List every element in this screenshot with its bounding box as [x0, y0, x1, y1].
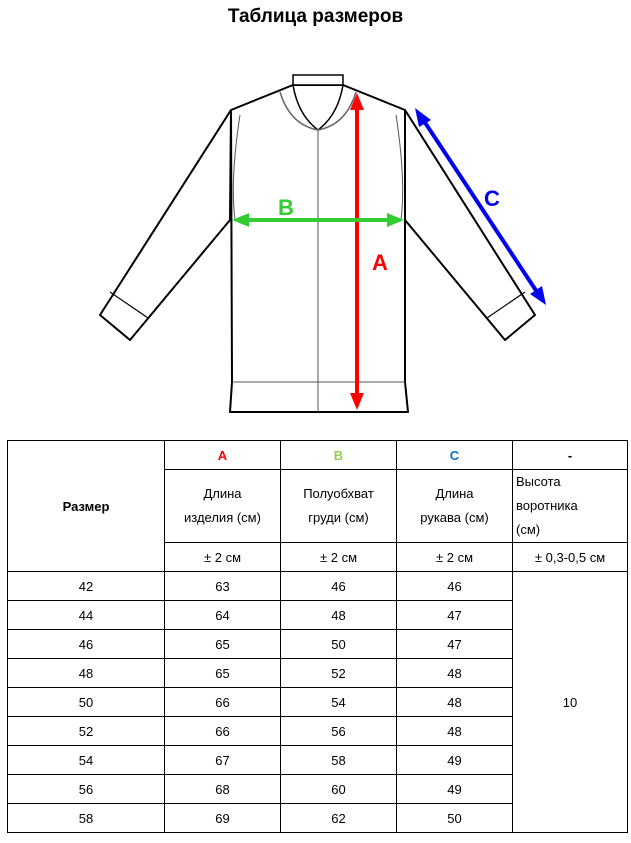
jacket-drawing [0, 30, 631, 440]
jacket-diagram [0, 30, 631, 440]
table-row: 46 65 50 47 [8, 630, 628, 659]
label-b: B [278, 195, 294, 220]
col-collar-letter: - [513, 441, 628, 470]
collar-value: 10 [513, 572, 628, 833]
size-table [7, 440, 628, 833]
col-b-desc: Полуобхват груди (см) [281, 470, 397, 543]
col-a-tolerance: ± 2 см [165, 543, 281, 572]
table-row: 50 66 54 48 [8, 688, 628, 717]
collar-top [293, 75, 343, 85]
page-title: Таблица размеров [227, 6, 404, 27]
jacket-body [230, 85, 408, 412]
label-c: C [484, 186, 500, 211]
table-row: 58 69 62 50 [8, 804, 628, 833]
col-a-desc: Длина изделия (см) [165, 470, 281, 543]
col-a-letter: A [165, 441, 281, 470]
col-b-tolerance: ± 2 см [281, 543, 397, 572]
left-sleeve [100, 110, 231, 340]
col-c-letter: C [397, 441, 513, 470]
table-row: 54 67 58 49 [8, 746, 628, 775]
table-row: 52 66 56 48 [8, 717, 628, 746]
right-sleeve [405, 110, 535, 340]
col-collar-desc: Высота воротника (см) [513, 470, 628, 543]
col-collar-tolerance: ± 0,3-0,5 см [513, 543, 628, 572]
table-row: 56 68 60 49 [8, 775, 628, 804]
table-row: 44 64 48 47 [8, 601, 628, 630]
table-row: 42 63 46 46 10 [8, 572, 628, 601]
col-c-tolerance: ± 2 см [397, 543, 513, 572]
col-b-letter: B [281, 441, 397, 470]
table-row: 48 65 52 48 [8, 659, 628, 688]
size-header: Размер [8, 441, 165, 572]
col-c-desc: Длина рукава (см) [397, 470, 513, 543]
label-a: A [372, 250, 388, 275]
